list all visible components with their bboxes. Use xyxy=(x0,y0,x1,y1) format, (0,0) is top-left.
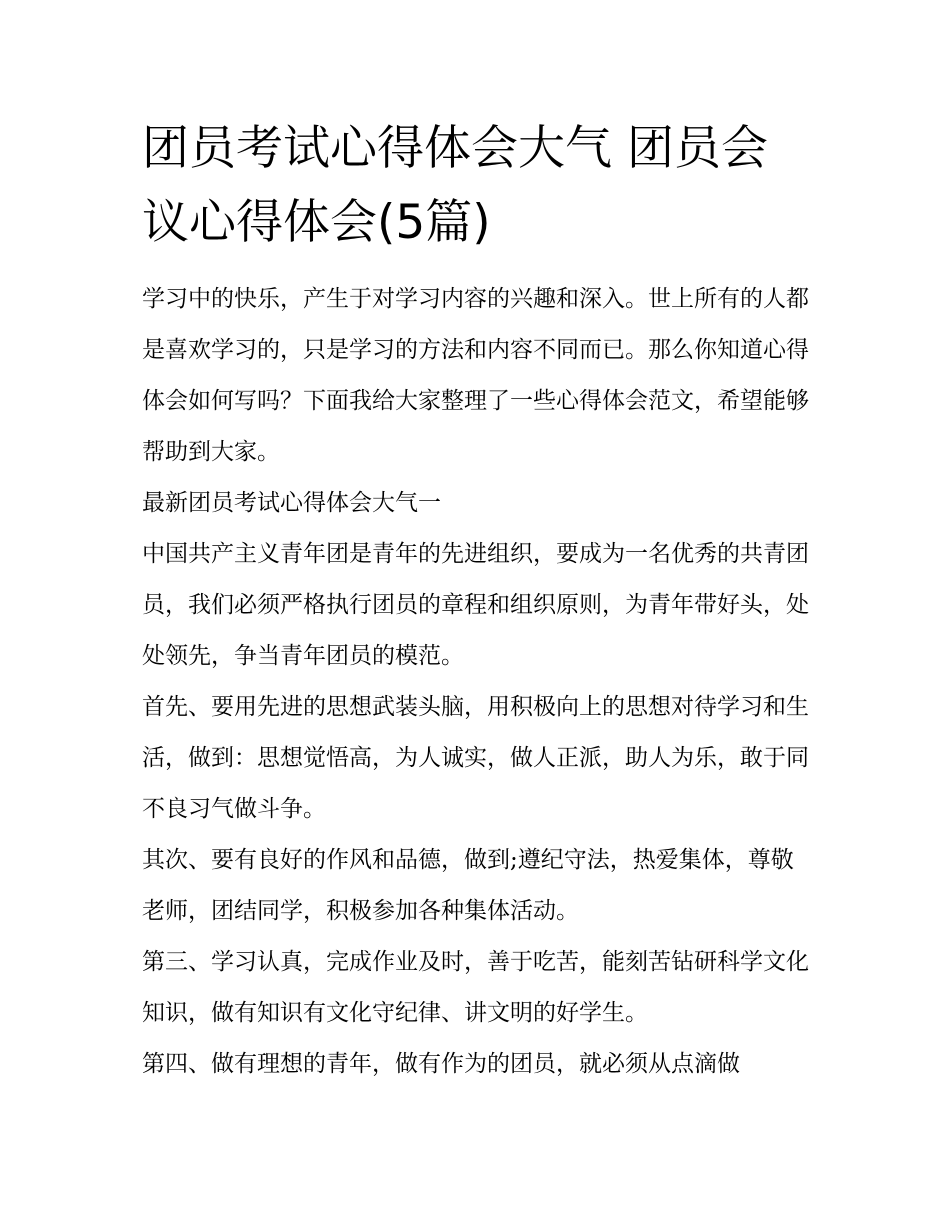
intro-paragraph: 学习中的快乐，产生于对学习内容的兴趣和深入。世上所有的人都是喜欢学习的，只是学习的方法和内容不同而已。那么你知道心得体会如何写吗？下面我给大家整理了一些心得体会范文，希望能够帮助到大家。 xyxy=(142,286,809,465)
section-heading: 最新团员考试心得体会大气一 xyxy=(142,490,441,516)
body-paragraph: 其次、要有良好的作风和品德，做到;遵纪守法，热爱集体，尊敬老师，团结同学，积极参加各种集体活动。 xyxy=(142,847,794,924)
body-paragraph: 第三、学习认真，完成作业及时，善于吃苦，能刻苦钻研科学文化知识，做有知识有文化守纪律、讲文明的好学生。 xyxy=(142,949,809,1026)
document-title: 团员考试心得体会大气 团员会议心得体会(5篇) xyxy=(142,121,768,250)
body-paragraph: 第四、做有理想的青年，做有作为的团员，就必须从点滴做 xyxy=(142,1051,740,1077)
body-paragraph: 中国共产主义青年团是青年的先进组织，要成为一名优秀的共青团员，我们必须严格执行团员的章程和组织原则，为青年带好头，处处领先，争当青年团员的模范。 xyxy=(142,541,809,669)
body-paragraph: 首先、要用先进的思想武装头脑，用积极向上的思想对待学习和生活，做到：思想觉悟高，为人诚实，做人正派，助人为乐，敢于同不良习气做斗争。 xyxy=(142,694,809,822)
document-content xyxy=(142,112,814,1090)
